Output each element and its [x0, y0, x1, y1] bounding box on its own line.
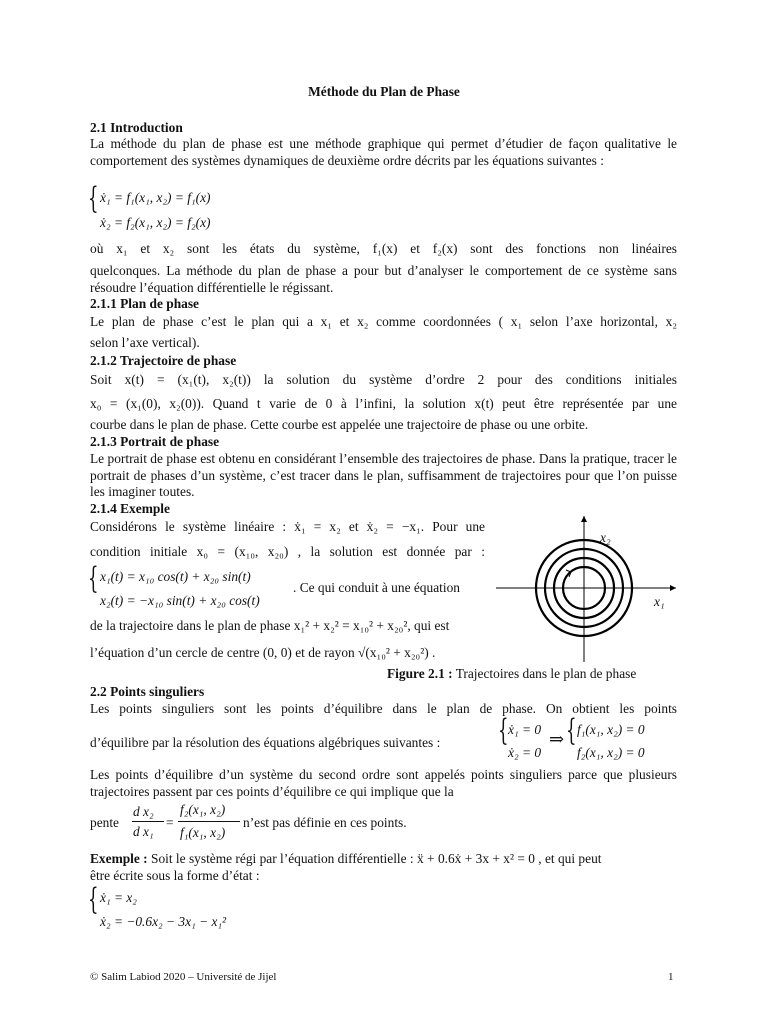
equation-brace: { [88, 561, 99, 596]
equation-line: f₁(x₁, x₂) = 0 [577, 722, 645, 737]
equation-line: ẋ₁ = 0 [508, 722, 542, 737]
paragraph: Le plan de phase c’est le plan qui a x₁ et x₂ comme coordonnées ( x₁ selon l’axe horizontal, x₂ [90, 314, 677, 329]
paragraph: courbe dans le plan de phase. Cette courbe est appelée une trajectoire de phase ou une orbite. [90, 417, 589, 432]
fraction-numerator: d x₂ [133, 804, 154, 819]
equation-line: ẋ₁ = f₁(x₁, x₂) = f₁(x) [100, 190, 211, 205]
implies-symbol: ⇒ [549, 729, 565, 749]
paragraph: Soit x(t) = (x₁(t), x₂(t)) la solution du système d’ordre 2 pour des conditions initiales [90, 372, 677, 387]
axis-label-x1: x₁ [654, 594, 665, 609]
section-heading: 2.1.4 Exemple [90, 501, 170, 516]
paragraph: x₀ = (x₁(0), x₂(0)). Quand t varie de 0 à l’infini, la solution x(t) peut être représentée par une [90, 396, 677, 411]
y-axis-arrow-icon [581, 516, 587, 522]
paragraph: être écrite sous la forme d’état : [90, 868, 260, 883]
equation-brace: { [88, 882, 99, 917]
axis-label-x2: x₂ [600, 530, 611, 545]
paragraph: d’équilibre par la résolution des équations algébriques suivantes : [90, 735, 441, 750]
paragraph: Les points singuliers sont les points d’équilibre dans le plan de phase. On obtient les points [90, 701, 677, 716]
equation-line: f₂(x₁, x₂) = 0 [577, 745, 645, 760]
page-number: 1 [668, 971, 674, 983]
page-title: Méthode du Plan de Phase [308, 84, 460, 99]
phase-portrait-svg [492, 512, 682, 667]
example-label: Exemple : [90, 851, 148, 866]
section-heading: 2.1.2 Trajectoire de phase [90, 353, 237, 368]
paragraph: Considérons le système linéaire : ẋ₁ = x₂ et ẋ₂ = −x₁. Pour une [90, 519, 485, 534]
paragraph: où x₁ et x₂ sont les états du système, f₁(x) et f₂(x) sont des fonctions non linéaires [90, 241, 677, 256]
fraction-numerator: f₂(x₁, x₂) [180, 802, 226, 817]
footer-text: © Salim Labiod 2020 – Université de Jijel [90, 971, 277, 983]
section-heading: 2.1.3 Portrait de phase [90, 434, 220, 449]
section-heading: 2.1 Introduction [90, 120, 183, 135]
fraction-bar [132, 821, 164, 822]
paragraph: Le portrait de phase est obtenu en considérant l’ensemble des trajectoires de phase. Dans la pratique, tracer le portrait de phases d’un système, c’est tracer dans le plan, suffisamment de trajectoires pour que l’on puisse les imaginer toutes. [90, 451, 677, 499]
paragraph: . Ce qui conduit à une équation [293, 580, 460, 595]
paragraph: selon l’axe vertical). [90, 335, 200, 350]
equation-line: ẋ₂ = f₂(x₁, x₂) = f₂(x) [100, 215, 211, 230]
phase-portrait-figure [492, 512, 682, 667]
paragraph: Les points d’équilibre d’un système du second ordre sont appelés points singuliers parce que plusieurs trajectoires passent par ces points d’équilibre ce qui implique que la [90, 767, 677, 799]
fraction-denominator: d x₁ [133, 824, 154, 839]
equals-sign: = [166, 815, 174, 830]
equation-brace: { [498, 713, 509, 748]
equation-line: ẋ₂ = −0.6x₂ − 3x₁ − x₁² [100, 914, 227, 929]
example-text: Soit le système régi par l’équation différentielle : ẍ + 0.6ẋ + 3x + x² = 0 , et qui peut [147, 851, 602, 866]
figure-caption-text: Trajectoires dans le plan de phase [452, 666, 637, 681]
paragraph: l’équation d’un cercle de centre (0, 0) et de rayon √(x₁₀² + x₂₀²) . [90, 645, 436, 660]
equation-line: ẋ₂ = 0 [508, 745, 542, 760]
paragraph: de la trajectoire dans le plan de phase x₁² + x₂² = x₁₀² + x₂₀², qui est [90, 618, 450, 633]
equation-line: x₁(t) = x₁₀ cos(t) + x₂₀ sin(t) [100, 569, 251, 584]
equation-brace: { [566, 713, 577, 748]
paragraph: condition initiale x₀ = (x₁₀, x₂₀) , la solution est donnée par : [90, 544, 485, 559]
equation-line: ẋ₁ = x₂ [100, 890, 137, 905]
paragraph: n’est pas définie en ces points. [243, 815, 407, 830]
x-axis-arrow-icon [670, 585, 676, 591]
equation-line: x₂(t) = −x₁₀ sin(t) + x₂₀ cos(t) [100, 593, 260, 608]
fraction-bar [178, 821, 240, 822]
paragraph: quelconques. La méthode du plan de phase a pour but d’analyser le comportement de ce système sans résoudre l’équation différentielle le régissant. [90, 263, 677, 295]
figure-caption-label: Figure 2.1 : [387, 666, 453, 681]
figure-caption [387, 666, 636, 683]
section-heading: 2.2 Points singuliers [90, 684, 205, 699]
example-paragraph [90, 851, 601, 868]
equation-brace: { [88, 181, 99, 216]
paragraph: La méthode du plan de phase est une méthode graphique qui permet d’étudier de façon qualitative le comportement des systèmes dynamiques de deuxième ordre décrits par les équations suivantes : [90, 136, 677, 168]
section-heading: 2.1.1 Plan de phase [90, 296, 200, 311]
fraction-denominator: f₁(x₁, x₂) [180, 825, 226, 840]
paragraph: pente [90, 815, 119, 830]
